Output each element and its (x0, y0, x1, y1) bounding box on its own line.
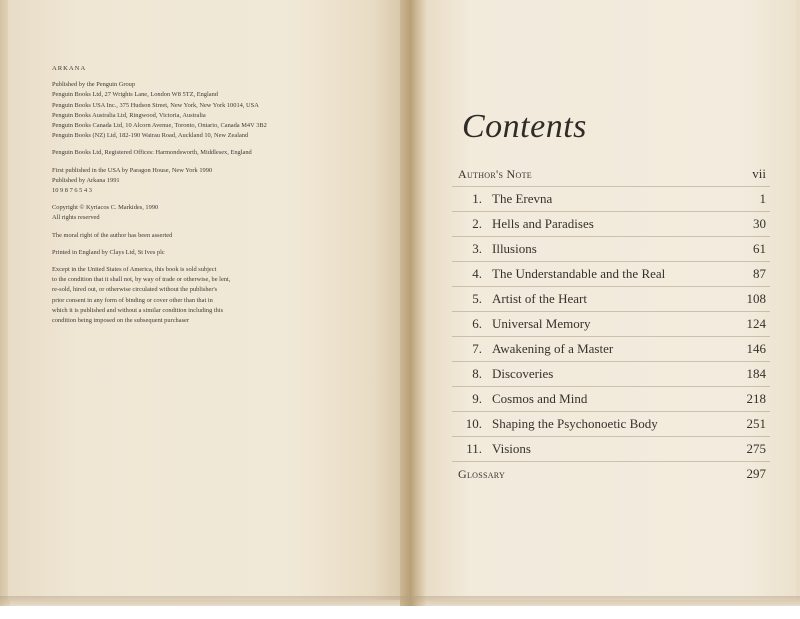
toc-entry (452, 212, 770, 237)
toc-entry-page: 124 (746, 316, 766, 331)
toc-entry-page: 30 (753, 216, 766, 231)
toc-entry-title: Glossary (458, 467, 506, 481)
condition-line: prior consent in any form of binding or cover other than that in (52, 296, 213, 304)
condition-line: Except in the United States of America, this book is sold subject (52, 266, 217, 274)
toc-entry-title: Discoveries (492, 366, 554, 381)
toc-entry-title: Author's Note (458, 167, 532, 181)
toc-entry-number: 3. (472, 241, 482, 256)
toc-entry-title: Visions (492, 441, 531, 456)
sale-conditions (52, 265, 312, 326)
toc-entry-glossary (452, 462, 770, 486)
printed-in: Printed in England by Clays Ltd, St Ives plc (52, 248, 165, 256)
toc-entry-page: 297 (746, 466, 766, 481)
edition-block (52, 166, 312, 197)
toc-entry-title: The Understandable and the Real (492, 266, 666, 281)
toc-entry-number: 5. (472, 291, 482, 306)
edition-line: 10 9 8 7 6 5 4 3 (52, 187, 92, 195)
toc-entry-number: 7. (472, 341, 482, 356)
publisher-line: Penguin Books (NZ) Ltd, 182-190 Wairau Road, Auckland 10, New Zealand (52, 132, 249, 140)
condition-line: condition being imposed on the subsequent purchaser (52, 317, 190, 325)
condition-line: re-sold, hired out, or otherwise circulated without the publisher's (52, 286, 218, 294)
toc-entry (452, 262, 770, 287)
copyright-block (52, 203, 312, 223)
condition-line: to the condition that it shall not, by way of trade or otherwise, be lent, (52, 276, 231, 284)
toc-entry-number: 4. (472, 266, 482, 281)
toc-entry-number: 6. (472, 316, 482, 331)
edition-line: First published in the USA by Paragon House, New York 1990 (52, 166, 213, 174)
edition-line: Published by Arkana 1991 (52, 176, 120, 184)
publisher-line: Penguin Books Canada Ltd, 10 Alcorn Avenue, Toronto, Ontario, Canada M4V 3B2 (52, 122, 267, 130)
toc-entry-page: 146 (746, 341, 766, 356)
toc-entry (452, 412, 770, 437)
toc-entry-title: The Erevna (492, 191, 553, 206)
toc-entry (452, 237, 770, 262)
toc-entry-page: 184 (746, 366, 766, 381)
table-of-contents (452, 162, 770, 486)
registered-office: Penguin Books Ltd, Registered Offices: Harmondsworth, Middlesex, England (52, 149, 252, 157)
toc-entry-number: 10. (465, 416, 482, 431)
publisher-line: Published by the Penguin Group (52, 81, 136, 89)
toc-entry-title: Hells and Paradises (492, 216, 594, 231)
page-bottom-shadow (0, 596, 800, 606)
publisher-line: Penguin Books Ltd, 27 Wrights Lane, London W8 5TZ, England (52, 91, 218, 99)
toc-entry-page: vii (752, 166, 766, 181)
toc-entry (452, 287, 770, 312)
book-gutter (400, 0, 426, 606)
copyright-line: All rights reserved (52, 214, 100, 222)
toc-entry-authors-note (452, 162, 770, 187)
toc-entry-page: 251 (746, 416, 766, 431)
copyright-text (52, 64, 312, 333)
toc-entry (452, 387, 770, 412)
toc-entry-number: 8. (472, 366, 482, 381)
toc-entry-number: 11. (466, 441, 482, 456)
toc-entry-number: 9. (472, 391, 482, 406)
toc-entry-page: 61 (753, 241, 766, 256)
toc-entry-number: 2. (472, 216, 482, 231)
publisher-line: Penguin Books USA Inc., 375 Hudson Street, New York, New York 10014, USA (52, 101, 259, 109)
toc-entry-title: Illusions (492, 241, 537, 256)
toc-entry-title: Universal Memory (492, 316, 591, 331)
toc-entry-page: 1 (759, 191, 766, 206)
toc-entry-title: Cosmos and Mind (492, 391, 588, 406)
toc-entry (452, 312, 770, 337)
toc-entry-number: 1. (472, 191, 482, 206)
toc-entry-page: 275 (746, 441, 766, 456)
toc-entry (452, 337, 770, 362)
publisher-line: Penguin Books Australia Ltd, Ringwood, Victoria, Australia (52, 111, 206, 119)
toc-entry-page: 108 (746, 291, 766, 306)
toc-entry-title: Awakening of a Master (492, 341, 614, 356)
copyright-line: Copyright © Kyriacos C. Markides, 1990 (52, 204, 159, 212)
imprint-name: ARKANA (52, 65, 87, 72)
toc-entry (452, 437, 770, 462)
contents-heading: Contents (462, 108, 587, 145)
toc-entry-page: 218 (746, 391, 766, 406)
moral-right: The moral right of the author has been asserted (52, 231, 173, 239)
toc-entry (452, 362, 770, 387)
condition-line: which it is published and without a similar condition including this (52, 306, 224, 314)
toc-entry (452, 187, 770, 212)
toc-entry-title: Shaping the Psychonoetic Body (492, 416, 658, 431)
toc-entry-title: Artist of the Heart (492, 291, 587, 306)
toc-entry-page: 87 (753, 266, 766, 281)
publisher-block (52, 80, 312, 141)
